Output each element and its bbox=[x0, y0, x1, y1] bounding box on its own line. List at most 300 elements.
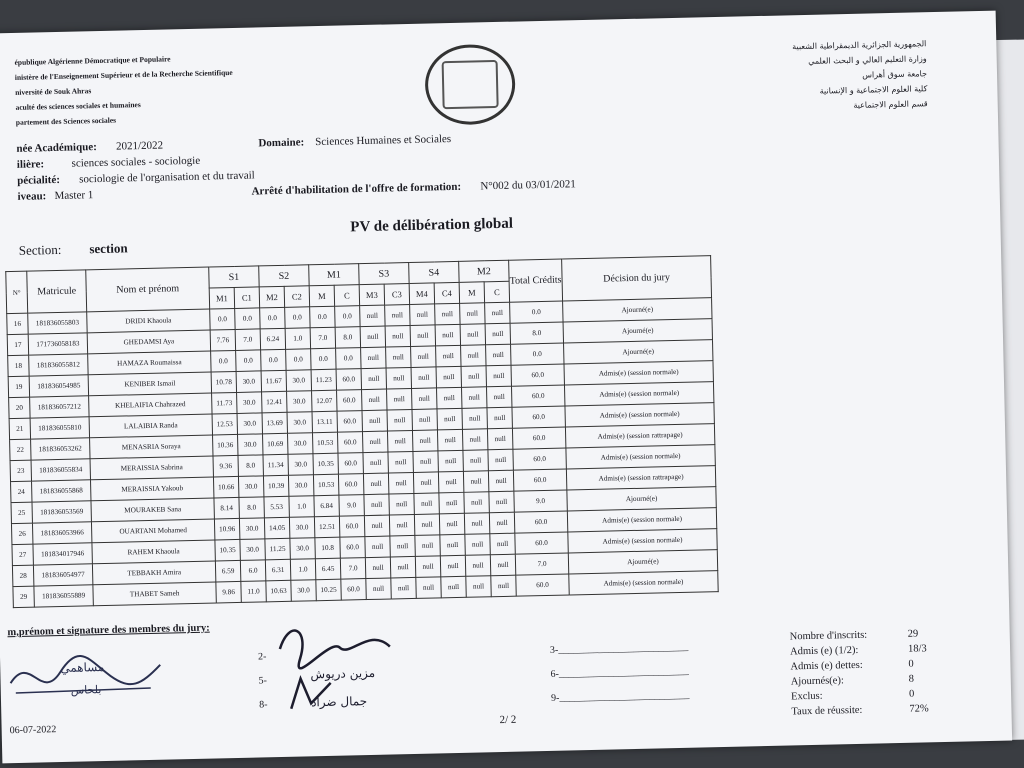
cell-grade: 30.0 bbox=[237, 392, 262, 414]
cell-grade: 10.63 bbox=[266, 580, 291, 602]
jury-line-9: 9-__________________________ bbox=[550, 689, 690, 704]
cell-grade: 11.67 bbox=[261, 370, 286, 392]
cell-grade: null bbox=[363, 452, 388, 474]
cell-matricule: 181836054977 bbox=[33, 564, 92, 586]
cell-grade: null bbox=[365, 536, 390, 558]
cell-grade: null bbox=[489, 491, 514, 513]
cell-grade: null bbox=[386, 367, 411, 389]
signature-2 bbox=[269, 616, 431, 720]
cell-total: 60.0 bbox=[512, 427, 565, 449]
cell-grade: null bbox=[389, 514, 414, 536]
cell-grade: 10.69 bbox=[263, 433, 288, 455]
cell-grade: null bbox=[414, 514, 439, 536]
cell-grade: 30.0 bbox=[238, 476, 263, 498]
cell-grade: 30.0 bbox=[290, 538, 315, 560]
cell-total: 7.0 bbox=[515, 553, 568, 575]
cell-grade: null bbox=[412, 430, 437, 452]
cell-grade: null bbox=[486, 365, 511, 387]
cell-grade: null bbox=[464, 492, 489, 514]
cell-n: 22 bbox=[10, 439, 31, 460]
cell-grade: 8.0 bbox=[239, 497, 264, 519]
cell-grade: null bbox=[415, 556, 440, 578]
page-number: 2/ 2 bbox=[499, 713, 517, 727]
stat-label: Admis (e) (1/2): bbox=[789, 644, 859, 658]
cell-grade: 7.76 bbox=[210, 329, 235, 351]
cell-grade: 30.0 bbox=[240, 539, 265, 561]
cell-grade: 10.25 bbox=[316, 579, 341, 601]
header-french bbox=[14, 50, 234, 130]
cell-grade: 0.0 bbox=[335, 306, 360, 328]
col-total: Total Crédits bbox=[509, 259, 563, 302]
stat-row bbox=[791, 701, 949, 720]
cell-grade: null bbox=[488, 470, 513, 492]
jury-line-2: 2- bbox=[257, 651, 267, 663]
cell-decision: Admis(e) (session normale) bbox=[568, 529, 717, 553]
cell-grade: null bbox=[463, 450, 488, 472]
cell-grade: null bbox=[436, 345, 461, 367]
cell-matricule: 171736058183 bbox=[28, 333, 87, 355]
col-nom: Nom et prénom bbox=[86, 267, 210, 312]
cell-grade: null bbox=[435, 324, 460, 346]
niveau: iveau: Master 1 bbox=[17, 189, 94, 203]
cell-grade: 13.69 bbox=[262, 412, 287, 434]
cell-grade: null bbox=[410, 325, 435, 347]
cell-grade: 0.0 bbox=[261, 349, 286, 371]
cell-grade: null bbox=[490, 554, 515, 576]
cell-grade: null bbox=[360, 326, 385, 348]
cell-grade: null bbox=[413, 472, 438, 494]
cell-decision: Admis(e) (session normale) bbox=[566, 445, 715, 469]
cell-grade: 6.84 bbox=[314, 495, 339, 517]
cell-grade: null bbox=[488, 449, 513, 471]
col-s4: S4 bbox=[409, 261, 459, 283]
cell-matricule: 181836053569 bbox=[32, 501, 91, 523]
cell-matricule: 181836053262 bbox=[31, 438, 90, 460]
cell-grade: null bbox=[385, 305, 410, 327]
cell-grade: 1.0 bbox=[290, 559, 315, 581]
cell-decision: Admis(e) (session normale) bbox=[564, 361, 713, 385]
cell-nom: RAHEM Khaoula bbox=[92, 540, 215, 564]
cell-grade: 0.0 bbox=[286, 349, 311, 371]
cell-grade: 8.0 bbox=[335, 327, 360, 349]
cell-grade: null bbox=[438, 471, 463, 493]
cell-grade: null bbox=[364, 515, 389, 537]
header-arabic bbox=[792, 36, 928, 114]
cell-grade: null bbox=[439, 492, 464, 514]
cell-total: 8.0 bbox=[510, 322, 563, 344]
cell-grade: 6.24 bbox=[260, 328, 285, 350]
col-n: N° bbox=[6, 271, 28, 313]
cell-nom: LALAIBIA Randa bbox=[89, 414, 212, 438]
cell-decision: Ajourné(e) bbox=[563, 298, 712, 322]
jury-line-8: 8- bbox=[259, 699, 268, 711]
cell-grade: null bbox=[460, 303, 485, 325]
signature-3-text: جمال ضراد bbox=[310, 694, 368, 710]
cell-grade: null bbox=[441, 576, 466, 598]
cell-grade: null bbox=[390, 556, 415, 578]
cell-decision: Admis(e) (session rattrapage) bbox=[566, 466, 715, 490]
cell-grade: 0.0 bbox=[311, 348, 336, 370]
cell-grade: 0.0 bbox=[310, 306, 335, 328]
cell-grade: null bbox=[461, 366, 486, 388]
cell-grade: 11.23 bbox=[311, 369, 336, 391]
cell-grade: 9.36 bbox=[213, 455, 238, 477]
cell-total: 60.0 bbox=[511, 364, 564, 386]
cell-total: 60.0 bbox=[511, 385, 564, 407]
cell-grade: 7.0 bbox=[235, 329, 260, 351]
cell-grade: 10.35 bbox=[313, 453, 338, 475]
cell-grade: 9.86 bbox=[216, 581, 241, 603]
cell-grade: null bbox=[362, 389, 387, 411]
cell-grade: 10.53 bbox=[313, 474, 338, 496]
subcol-c1: C1 bbox=[234, 287, 259, 309]
cell-grade: null bbox=[438, 450, 463, 472]
cell-grade: 30.0 bbox=[237, 413, 262, 435]
results-table bbox=[5, 255, 718, 608]
cell-grade: null bbox=[461, 345, 486, 367]
header-fr-line: niversité de Souk Ahras bbox=[15, 86, 92, 97]
header-fr-line: aculté des sciences sociales et humaines bbox=[15, 100, 141, 112]
col-m1: M1 bbox=[309, 264, 359, 286]
cell-matricule: 181836055834 bbox=[31, 459, 90, 481]
cell-grade: null bbox=[437, 387, 462, 409]
jury-line-5: 5- bbox=[258, 675, 268, 687]
cell-matricule: 181836055868 bbox=[32, 480, 91, 502]
document-title: PV de délibération global bbox=[350, 215, 514, 236]
cell-grade: 60.0 bbox=[339, 516, 364, 538]
subcol-m3: M3 bbox=[359, 284, 384, 306]
date: 06-07-2022 bbox=[9, 724, 57, 737]
cell-grade: 10.8 bbox=[315, 537, 340, 559]
col-decision: Décision du jury bbox=[562, 256, 712, 301]
cell-grade: 0.0 bbox=[260, 307, 285, 329]
cell-grade: null bbox=[435, 303, 460, 325]
subcol-m4: M4 bbox=[409, 283, 434, 305]
cell-grade: null bbox=[436, 366, 461, 388]
cell-matricule: 181834017946 bbox=[33, 543, 92, 565]
cell-grade: 13.11 bbox=[312, 411, 337, 433]
subcol-c4: C4 bbox=[434, 282, 459, 304]
header-fr-line: inistère de l'Enseignement Supérieur et de la Recherche Scientifique bbox=[14, 67, 233, 82]
filiere: ilière: sciences sociales - sociologie bbox=[16, 154, 201, 171]
cell-grade: null bbox=[461, 387, 486, 409]
cell-n: 18 bbox=[8, 355, 29, 376]
cell-grade: null bbox=[489, 512, 514, 534]
cell-n: 17 bbox=[7, 334, 28, 355]
stat-value: 29 bbox=[907, 628, 919, 640]
signature-1-text: مساهمي bbox=[60, 660, 105, 676]
cell-nom: TEBBAKH Amira bbox=[92, 561, 215, 585]
cell-grade: null bbox=[391, 577, 416, 599]
cell-grade: null bbox=[487, 428, 512, 450]
cell-grade: null bbox=[460, 324, 485, 346]
cell-grade: 9.0 bbox=[339, 495, 364, 517]
cell-grade: null bbox=[387, 430, 412, 452]
cell-grade: 12.51 bbox=[314, 516, 339, 538]
cell-grade: null bbox=[388, 451, 413, 473]
cell-grade: null bbox=[410, 304, 435, 326]
cell-grade: null bbox=[411, 346, 436, 368]
header-fr-line: épublique Algérienne Démocratique et Populaire bbox=[14, 54, 171, 67]
cell-nom: MENASRIA Soraya bbox=[90, 435, 213, 459]
cell-grade: 1.0 bbox=[289, 496, 314, 518]
cell-grade: null bbox=[361, 347, 386, 369]
cell-decision: Admis(e) (session rattrapage) bbox=[565, 424, 714, 448]
cell-decision: Admis(e) (session normale) bbox=[564, 382, 713, 406]
cell-total: 60.0 bbox=[515, 532, 568, 554]
section-line: Section: section bbox=[18, 240, 128, 258]
cell-grade: 10.53 bbox=[312, 432, 337, 454]
cell-total: 0.0 bbox=[510, 301, 563, 323]
domaine: Domaine: Sciences Humaines et Sociales bbox=[258, 133, 452, 150]
cell-decision: Admis(e) (session normale) bbox=[569, 571, 718, 595]
cell-grade: null bbox=[412, 388, 437, 410]
stat-label: Exclus: bbox=[790, 690, 823, 703]
cell-grade: 8.14 bbox=[214, 497, 239, 519]
cell-grade: null bbox=[440, 534, 465, 556]
cell-nom: MOURAKEB Sana bbox=[91, 498, 214, 522]
cell-grade: 30.0 bbox=[238, 434, 263, 456]
cell-grade: null bbox=[485, 302, 510, 324]
cell-grade: null bbox=[466, 576, 491, 598]
cell-grade: null bbox=[440, 555, 465, 577]
cell-matricule: 181836055810 bbox=[30, 417, 89, 439]
subcol-m: M bbox=[459, 282, 484, 304]
subcol-m1: M1 bbox=[209, 287, 234, 309]
cell-grade: 30.0 bbox=[236, 371, 261, 393]
cell-grade: 30.0 bbox=[289, 517, 314, 539]
cell-grade: 11.25 bbox=[265, 538, 290, 560]
cell-grade: null bbox=[490, 533, 515, 555]
header-ar-line: جامعة سوق أهراس bbox=[862, 69, 928, 80]
cell-grade: 7.0 bbox=[340, 558, 365, 580]
header-ar-line: قسم العلوم الاجتماعية bbox=[853, 99, 928, 110]
cell-grade: null bbox=[486, 386, 511, 408]
cell-n: 20 bbox=[9, 397, 30, 418]
cell-grade: null bbox=[362, 410, 387, 432]
cell-decision: Ajourné(e) bbox=[567, 487, 716, 511]
cell-decision: Ajourné(e) bbox=[564, 340, 713, 364]
cell-total: 60.0 bbox=[513, 469, 566, 491]
cell-nom: THABET Sameh bbox=[93, 582, 216, 606]
col-s2: S2 bbox=[259, 265, 309, 287]
specialite: pécialité: sociologie de l'organisation et du travail bbox=[17, 169, 255, 187]
cell-grade: null bbox=[387, 409, 412, 431]
cell-n: 19 bbox=[8, 376, 29, 397]
cell-matricule: 181836057212 bbox=[30, 396, 89, 418]
cell-decision: Admis(e) (session normale) bbox=[567, 508, 716, 532]
cell-nom: DRIDI Khaoula bbox=[87, 309, 210, 333]
cell-grade: null bbox=[415, 535, 440, 557]
stat-value: 0 bbox=[908, 688, 915, 700]
cell-nom: GHEDAMSI Aya bbox=[87, 330, 210, 354]
cell-grade: 0.0 bbox=[336, 348, 361, 370]
signature-1 bbox=[0, 629, 181, 713]
cell-grade: 6.45 bbox=[315, 558, 340, 580]
header-ar-line: كلية العلوم الاجتماعية و الإنسانية bbox=[819, 84, 928, 96]
cell-grade: 10.66 bbox=[213, 476, 238, 498]
cell-grade: null bbox=[491, 575, 516, 597]
arrete-habilitation: Arrêté d'habilitation de l'offre de formation: N°002 du 03/01/2021 bbox=[251, 178, 576, 198]
cell-grade: null bbox=[385, 326, 410, 348]
cell-total: 60.0 bbox=[513, 448, 566, 470]
subcol-c2: C2 bbox=[284, 286, 309, 308]
cell-grade: null bbox=[439, 513, 464, 535]
cell-grade: 60.0 bbox=[336, 369, 361, 391]
cell-grade: 12.07 bbox=[312, 390, 337, 412]
cell-grade: null bbox=[412, 409, 437, 431]
cell-grade: 10.36 bbox=[213, 434, 238, 456]
cell-grade: 7.0 bbox=[310, 327, 335, 349]
cell-grade: 30.0 bbox=[286, 370, 311, 392]
cell-grade: null bbox=[462, 408, 487, 430]
cell-grade: 10.35 bbox=[215, 539, 240, 561]
cell-grade: null bbox=[465, 534, 490, 556]
cell-grade: 60.0 bbox=[337, 432, 362, 454]
cell-nom: MERAISSIA Sabrina bbox=[90, 456, 213, 480]
cell-grade: null bbox=[366, 578, 391, 600]
cell-grade: 60.0 bbox=[338, 453, 363, 475]
stat-value: 18/3 bbox=[907, 643, 927, 655]
annee-academique: née Académique: 2021/2022 bbox=[16, 139, 164, 155]
jury-line-6: 6-__________________________ bbox=[550, 665, 689, 680]
cell-grade: 30.0 bbox=[287, 433, 312, 455]
cell-nom: KHELAIFIA Chahrazed bbox=[89, 393, 212, 417]
cell-grade: 8.0 bbox=[238, 455, 263, 477]
cell-grade: null bbox=[487, 407, 512, 429]
cell-n: 23 bbox=[10, 460, 31, 481]
subcol-c: C bbox=[484, 281, 509, 303]
cell-matricule: 181836055889 bbox=[34, 585, 93, 607]
statistics bbox=[790, 626, 950, 720]
cell-total: 9.0 bbox=[514, 490, 567, 512]
signature-1b-text: بلحاس bbox=[70, 683, 102, 697]
cell-decision: Ajourné(e) bbox=[568, 550, 717, 574]
cell-grade: null bbox=[386, 346, 411, 368]
cell-grade: 11.73 bbox=[212, 392, 237, 414]
cell-grade: 0.0 bbox=[236, 350, 261, 372]
cell-grade: null bbox=[485, 323, 510, 345]
cell-n: 16 bbox=[7, 313, 28, 334]
header-ar-line: الجمهورية الجزائرية الديمقراطية الشعبية bbox=[792, 39, 927, 52]
col-s3: S3 bbox=[359, 263, 409, 285]
cell-grade: 30.0 bbox=[288, 475, 313, 497]
cell-nom: HAMAZA Roumaissa bbox=[88, 351, 211, 375]
cell-grade: 60.0 bbox=[337, 411, 362, 433]
document-page bbox=[0, 11, 1012, 764]
header-fr-line: partement des Sciences sociales bbox=[15, 115, 117, 127]
subcol-m2: M2 bbox=[259, 286, 284, 308]
cell-grade: 0.0 bbox=[211, 350, 236, 372]
cell-grade: null bbox=[413, 451, 438, 473]
cell-n: 28 bbox=[12, 565, 33, 586]
cell-matricule: 181836055812 bbox=[29, 354, 88, 376]
cell-grade: 6.59 bbox=[215, 560, 240, 582]
cell-nom: KENIBER Ismail bbox=[88, 372, 211, 396]
cell-total: 60.0 bbox=[512, 406, 565, 428]
cell-n: 21 bbox=[9, 418, 30, 439]
cell-grade: null bbox=[416, 577, 441, 599]
cell-grade: 10.39 bbox=[263, 475, 288, 497]
cell-grade: 10.78 bbox=[211, 371, 236, 393]
stat-value: 72% bbox=[909, 703, 929, 715]
subcol-c: C bbox=[334, 285, 359, 307]
col-m2: M2 bbox=[459, 260, 509, 282]
cell-decision: Ajourné(e) bbox=[563, 319, 712, 343]
cell-grade: 5.53 bbox=[264, 496, 289, 518]
cell-matricule: 181836054985 bbox=[29, 375, 88, 397]
header-ar-line: وزارة التعليم العالي و البحث العلمي bbox=[808, 54, 927, 66]
cell-total: 60.0 bbox=[516, 574, 569, 596]
cell-grade: 12.41 bbox=[262, 391, 287, 413]
cell-total: 60.0 bbox=[514, 511, 567, 533]
cell-grade: 6.0 bbox=[240, 560, 265, 582]
cell-nom: MERAISSIA Yakoub bbox=[91, 477, 214, 501]
cell-matricule: 181836055803 bbox=[28, 312, 87, 334]
cell-grade: 0.0 bbox=[285, 307, 310, 329]
cell-grade: 0.0 bbox=[235, 308, 260, 330]
stat-value: 0 bbox=[908, 658, 914, 670]
cell-grade: 14.05 bbox=[264, 517, 289, 539]
cell-n: 26 bbox=[11, 523, 32, 544]
cell-n: 24 bbox=[11, 481, 32, 502]
cell-grade: null bbox=[362, 431, 387, 453]
signature-2-text: مزين دريوش bbox=[310, 665, 376, 682]
cell-grade: null bbox=[465, 555, 490, 577]
cell-grade: 12.53 bbox=[212, 413, 237, 435]
jury-line-3: 3-__________________________ bbox=[549, 641, 689, 656]
cell-grade: 60.0 bbox=[337, 390, 362, 412]
cell-grade: 60.0 bbox=[340, 537, 365, 559]
cell-nom: OUARTANI Mohamed bbox=[91, 519, 214, 543]
cell-grade: 30.0 bbox=[239, 518, 264, 540]
cell-grade: null bbox=[486, 344, 511, 366]
stat-label: Ajournés(e): bbox=[790, 675, 844, 688]
subcol-c3: C3 bbox=[384, 284, 409, 306]
cell-decision: Admis(e) (session normale) bbox=[565, 403, 714, 427]
cell-grade: 10.96 bbox=[214, 518, 239, 540]
cell-n: 27 bbox=[12, 544, 33, 565]
cell-grade: 11.0 bbox=[241, 581, 266, 603]
cell-n: 25 bbox=[11, 502, 32, 523]
cell-grade: 30.0 bbox=[287, 412, 312, 434]
cell-grade: 30.0 bbox=[287, 391, 312, 413]
subcol-m: M bbox=[309, 285, 334, 307]
jury-label: m,prénom et signature des membres du jury: bbox=[7, 622, 210, 639]
cell-grade: null bbox=[464, 513, 489, 535]
stat-label: Taux de réussite: bbox=[791, 704, 863, 718]
cell-grade: null bbox=[414, 493, 439, 515]
cell-grade: null bbox=[388, 472, 413, 494]
cell-grade: 60.0 bbox=[338, 474, 363, 496]
cell-grade: null bbox=[365, 557, 390, 579]
cell-grade: null bbox=[437, 408, 462, 430]
stat-label: Nombre d'inscrits: bbox=[789, 629, 868, 643]
cell-grade: null bbox=[363, 473, 388, 495]
cell-grade: 0.0 bbox=[210, 308, 235, 330]
cell-n: 29 bbox=[13, 586, 34, 607]
cell-grade: 6.31 bbox=[265, 559, 290, 581]
cell-grade: 60.0 bbox=[341, 579, 366, 601]
cell-grade: null bbox=[463, 471, 488, 493]
cell-grade: 1.0 bbox=[285, 328, 310, 350]
cell-grade: 30.0 bbox=[291, 580, 316, 602]
stat-value: 8 bbox=[908, 673, 915, 685]
cell-grade: null bbox=[411, 367, 436, 389]
university-logo bbox=[424, 44, 516, 126]
cell-grade: null bbox=[390, 535, 415, 557]
cell-grade: null bbox=[389, 493, 414, 515]
